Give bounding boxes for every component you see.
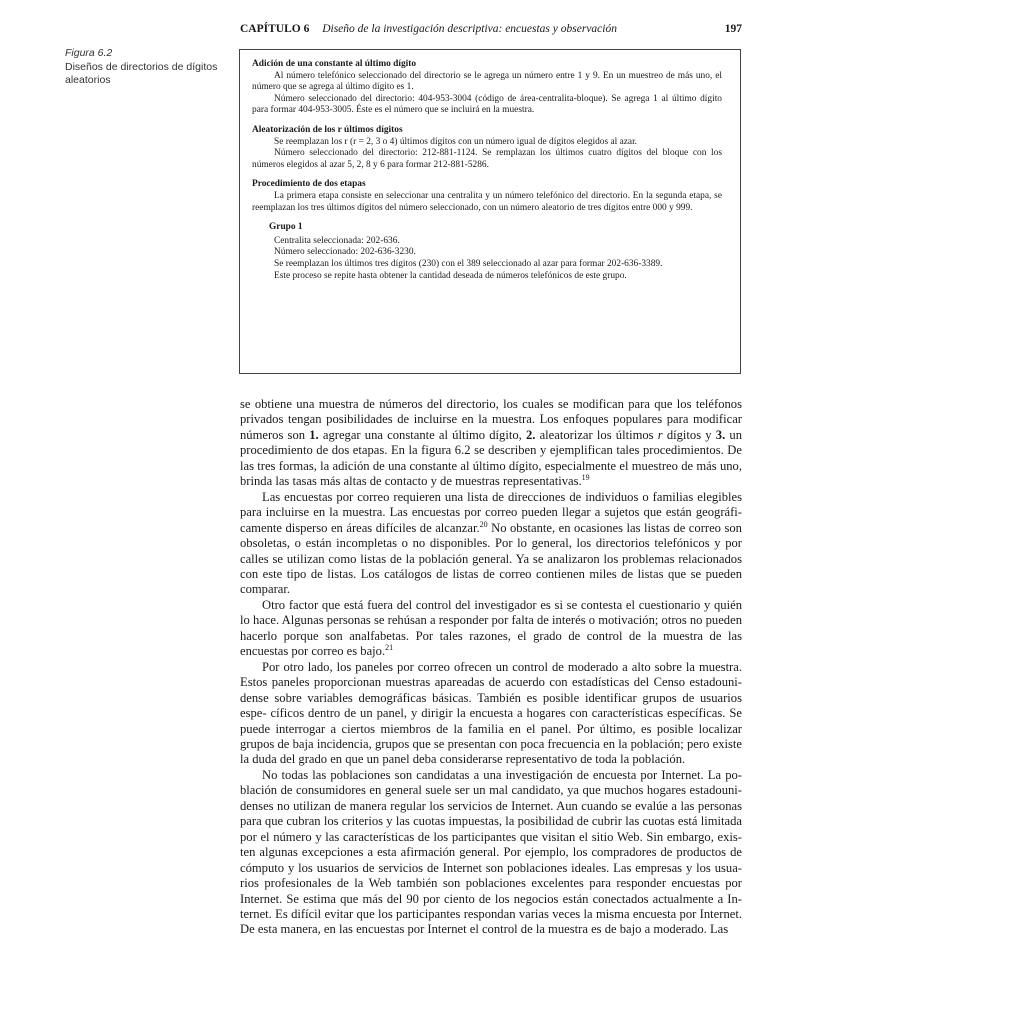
list-number: 2.	[525, 427, 536, 442]
section-paragraph: La primera etapa consiste en seleccionar una centralita y un número telefónico del directorio. En la segunda etapa, se reemplazan los tres últimos dígitos del número seleccionado, con un número aleatorio de tres dígitos entre 000 y 999.	[252, 190, 722, 213]
section-paragraph: Número seleccionado del directorio: 212-881-1124. Se remplazan los últimos cuatro dígitos del bloque con los números elegidos al azar 5, 2, 8 y 6 para formar 212-881-5286.	[252, 148, 722, 170]
figure-box	[239, 49, 741, 374]
text-run: se obtiene una muestra de números del directorio, los cuales se modifican para que los teléfonos privados tengan posibilidades de incluirse en la muestra. Los enfoques populares para modificar números son	[240, 397, 742, 442]
section-title: Adición de una constante al último dígito	[252, 59, 417, 69]
text-run: un procedimiento de dos etapas. En la figura 6.2 se describen y ejemplifican tales procedimientos. De las tres formas, la adición de una constante al último dígito, especialmente el muestreo de más uno, brinda las tasas más altas de contacto y de muestras representativas.	[240, 427, 743, 489]
text-run: No obstante, en ocasiones las listas de correo son obsoletas, o están incompletas o no disponibles. Por lo general, los directorios telefónicos y por calles se utilizan como listas de la población general. Ya se analizaron los problemas relacionados con este tipo de listas. Los catálogos de listas de correo contienen miles de listas que se pueden comparar.	[240, 520, 742, 597]
section-title: Aleatorización de los r últimos dígitos	[252, 124, 403, 135]
page-number: 197	[724, 23, 742, 35]
footnote-ref: 21	[385, 643, 394, 653]
running-head	[240, 21, 742, 37]
list-number: 3.	[715, 427, 726, 442]
figure-section-two-stage	[252, 179, 722, 214]
group-line: Este proceso se repite hasta obtener la cantidad deseada de números telefónicos de este grupo.	[274, 270, 627, 281]
figure-section-randomization	[252, 125, 722, 171]
figure-caption: Diseños de directorios de dígitos aleatorios	[65, 60, 218, 86]
figure-group-1	[252, 222, 722, 282]
section-paragraph: Número seleccionado del directorio: 404-953-3004 (código de área-centralita-bloque). Se agrega 1 al último dígito para formar 404-953-3005. Éste es el número que se incluirá en la muestra.	[252, 93, 722, 116]
figure-section-constant	[252, 59, 722, 117]
body-paragraph: Por otro lado, los paneles por correo ofrecen un control de moderado a alto sobre la muestra. Estos paneles proporcionan muestras apareadas de acuerdo con estadísticas del Censo estadouni- dense sobre variables demográficas básicas. También es posible identificar grupos de usuarios espe- cíficos dentro de un panel, y dirigir la encuesta a hogares con características específicas. Se puede interrogar a ciertos miembros de la familia en el panel. Por último, es posible localizar grupos de baja incidencia, grupos que se presentan con poca frecuencia en la población; pero existe la duda del grado en que un panel deba considerarse representativo de toda la población.	[240, 659, 742, 767]
body-paragraph	[240, 598, 742, 660]
group-line: Número seleccionado: 202-636-3230.	[274, 247, 416, 258]
variable-r: r	[657, 427, 663, 442]
chapter-label: CAPÍTULO 6	[240, 23, 310, 35]
group-line: Se reemplazan los últimos tres dígitos (230) con el 389 seleccionado al azar para formar 202-636-3389.	[274, 258, 663, 269]
text-run: Las encuestas por correo requieren una lista de direcciones de individuos o familias elegibles para incluirse en la muestra. Las encuestas por correo pueden llegar a sujetos que están geográfi- camente disperso en áreas difíciles de alcanzar.	[240, 489, 742, 535]
section-paragraph: Al número telefónico seleccionado del directorio se le agrega un número entre 1 y 9. En un muestreo de más uno, el número que se agrega al último dígito es 1.	[252, 70, 722, 93]
group-line: Centralita seleccionada: 202-636.	[274, 235, 400, 246]
section-paragraph: Se reemplazan los r (r = 2, 3 o 4) últimos dígitos con un número igual de dígitos elegidos al azar.	[274, 136, 638, 147]
figure-label	[65, 47, 225, 88]
chapter-title: Diseño de la investigación descriptiva: encuestas y observación	[322, 23, 617, 35]
body-paragraph	[240, 397, 742, 490]
footnote-ref: 19	[581, 473, 590, 483]
figure-content	[252, 59, 722, 282]
section-title: Procedimiento de dos etapas	[252, 179, 366, 190]
text-run: Otro factor que está fuera del control del investigador es si se contesta el cuestionario y quién lo hace. Algunas personas se rehúsan a responder por falta de interés o motivación; otros no pueden hacerlo porque son analfabetas. Por tales razones, el grado de control de la muestra de las encuestas por correo es bajo.	[240, 597, 742, 659]
body-text	[240, 397, 742, 938]
footnote-ref: 20	[479, 519, 488, 529]
text-run: agregar una constante al último dígito,	[318, 427, 526, 442]
body-paragraph	[240, 490, 742, 598]
text-run: aleatorizar los últimos	[535, 427, 658, 442]
text-run: dígitos y	[662, 427, 716, 442]
list-number: 1.	[309, 427, 319, 442]
group-title: Grupo 1	[269, 222, 303, 233]
body-paragraph: No todas las poblaciones son candidatas a una investigación de encuesta por Internet. La po- blación de consumidores en general suele ser un mal candidato, ya que muchos hogares estadouni- denses no utilizan de manera regular los servicios de Internet. Aun cuando se evalúe a las personas para que cubran los criterios y las cuotas impuestas, la posibilidad de cubrir las cuotas está limitada por el número y las características de los participantes que visitan el sitio Web. Sin embargo, exis- ten algunas excepciones a esta afirmación general. Por ejemplo, los compradores de productos de cómputo y los usuarios de servicios de Internet son poblaciones ideales. Las empresas y los usua- rios profesionales de la Web también son poblaciones excelentes para responder encuestas por Internet. Se estima que más del 90 por ciento de los negocios están conectados actualmente a In- ternet. Es difícil evitar que los participantes respondan varias veces la misma encuesta por Internet. De esta manera, en las encuestas por Internet el control de la muestra es de bajo a moderado. Las	[240, 767, 742, 937]
figure-number: Figura 6.2	[65, 47, 113, 59]
